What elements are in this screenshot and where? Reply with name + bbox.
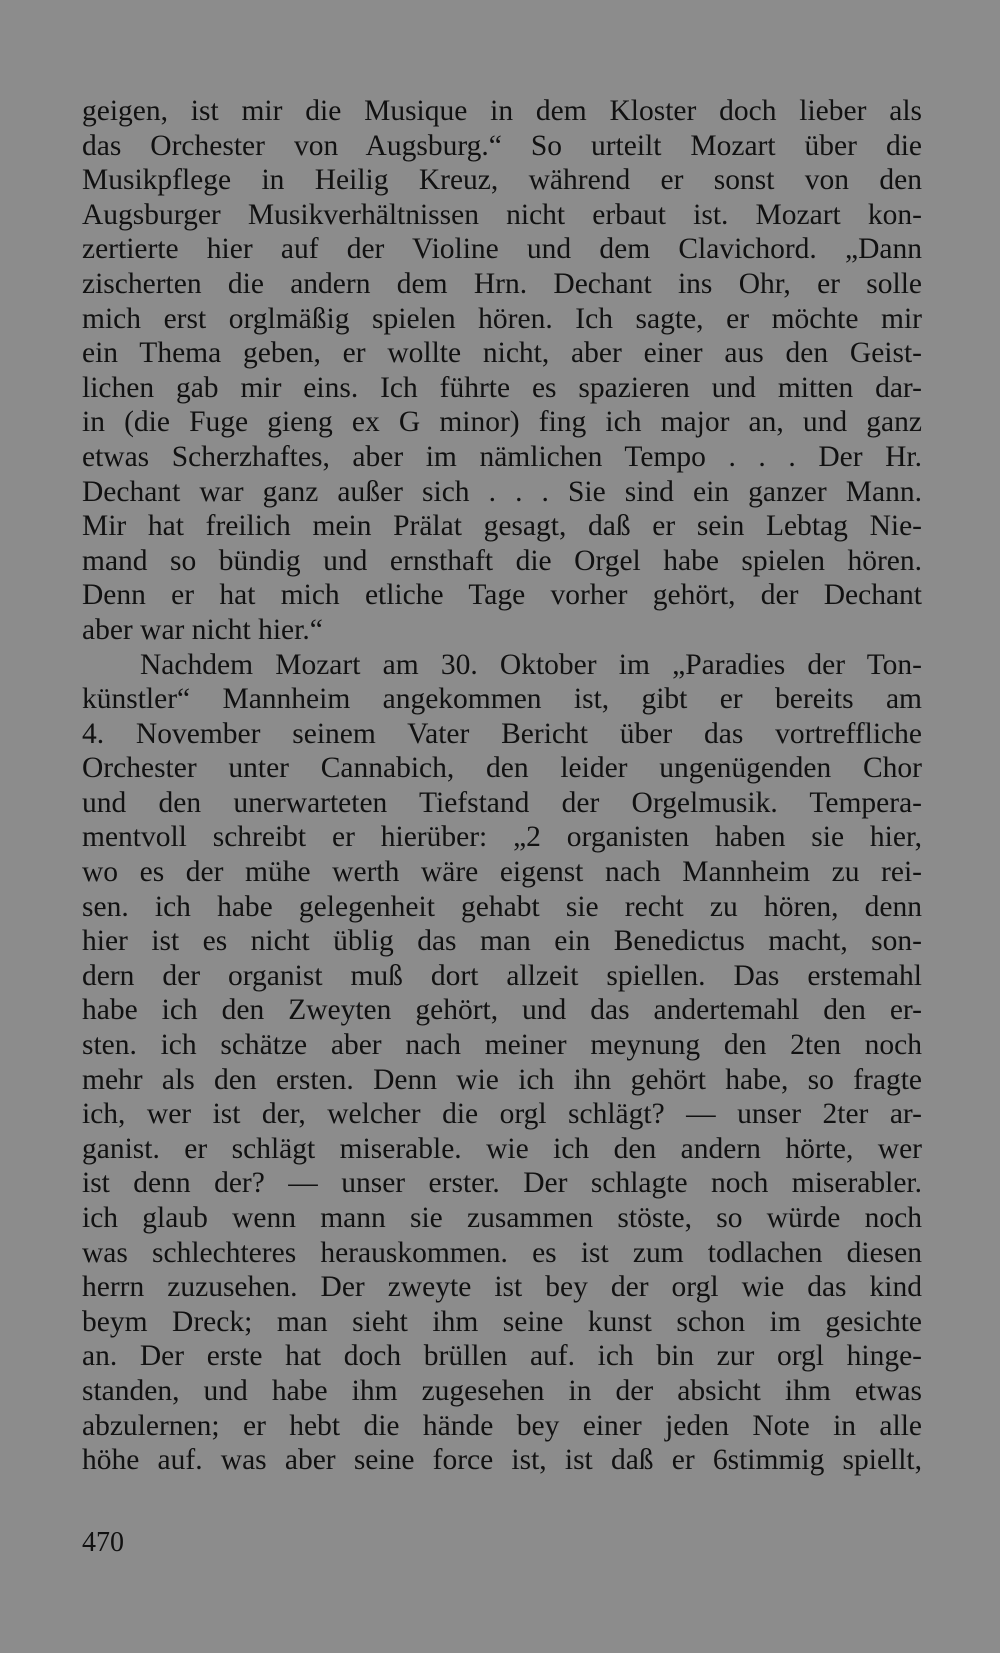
text-block bbox=[82, 94, 922, 1478]
text-line: sten. ich schätze aber nach meiner meynung den 2ten noch bbox=[82, 1029, 922, 1062]
text-line: in (die Fuge gieng ex G minor) fing ich major an, und ganz bbox=[82, 406, 922, 439]
text-line: mand so bündig und ernsthaft die Orgel habe spielen hören. bbox=[82, 544, 922, 577]
text-line: Mir hat freilich mein Prälat gesagt, daß er sein Lebtag Nie- bbox=[82, 510, 922, 543]
text-line: ich, wer ist der, welcher die orgl schlägt? — unser 2ter ar- bbox=[82, 1098, 922, 1131]
text-line: ein Thema geben, er wollte nicht, aber einer aus den Geist- bbox=[82, 337, 922, 370]
text-line: Musikpflege in Heilig Kreuz, während er sonst von den bbox=[82, 164, 922, 197]
text-line: höhe auf. was aber seine force ist, ist daß er 6stimmig spiellt, bbox=[82, 1444, 922, 1477]
text-line: mehr als den ersten. Denn wie ich ihn gehört habe, so fragte bbox=[82, 1063, 922, 1096]
text-line: mich erst orglmäßig spielen hören. Ich sagte, er möchte mir bbox=[82, 302, 922, 335]
paragraph-end-line: aber war nicht hier.“ bbox=[82, 613, 323, 646]
text-line: Denn er hat mich etliche Tage vorher gehört, der Dechant bbox=[82, 579, 922, 612]
text-line: mentvoll schreibt er hierüber: „2 organisten haben sie hier, bbox=[82, 821, 922, 854]
text-line: wo es der mühe werth wäre eigenst nach Mannheim zu rei- bbox=[82, 856, 922, 889]
text-line: habe ich den Zweyten gehört, und das andertemahl den er- bbox=[82, 994, 922, 1027]
text-line: Augsburger Musikverhältnissen nicht erbaut ist. Mozart kon- bbox=[82, 198, 922, 231]
text-line: an. Der erste hat doch brüllen auf. ich bin zur orgl hinge- bbox=[82, 1340, 922, 1373]
text-line: ganist. er schlägt miserable. wie ich den andern hörte, wer bbox=[82, 1132, 922, 1165]
text-line: hier ist es nicht üblig das man ein Benedictus macht, son- bbox=[82, 925, 922, 958]
text-line: abzulernen; er hebt die hände bey einer jeden Note in alle bbox=[82, 1409, 922, 1442]
text-line: ist denn der? — unser erster. Der schlagte noch miserabler. bbox=[82, 1167, 922, 1200]
text-line: zischerten die andern dem Hrn. Dechant ins Ohr, er solle bbox=[82, 267, 922, 300]
text-line: herrn zuzusehen. Der zweyte ist bey der orgl wie das kind bbox=[82, 1271, 922, 1304]
text-line: das Orchester von Augsburg.“ So urteilt Mozart über die bbox=[82, 129, 922, 162]
paragraph-start-line: Nachdem Mozart am 30. Oktober im „Paradies der Ton- bbox=[140, 648, 922, 681]
text-line: geigen, ist mir die Musique in dem Kloster doch lieber als bbox=[82, 95, 922, 127]
text-line: künstler“ Mannheim angekommen ist, gibt er bereits am bbox=[82, 683, 922, 716]
text-line: sen. ich habe gelegenheit gehabt sie recht zu hören, denn bbox=[82, 890, 922, 923]
text-line: dern der organist muß dort allzeit spiellen. Das erstemahl bbox=[82, 959, 922, 992]
page-number: 470 bbox=[82, 1527, 124, 1558]
text-line: Dechant war ganz außer sich . . . Sie sind ein ganzer Mann. bbox=[82, 475, 922, 508]
text-line: lichen gab mir eins. Ich führte es spazieren und mitten dar- bbox=[82, 371, 922, 404]
text-line: zertierte hier auf der Violine und dem Clavichord. „Dann bbox=[82, 233, 922, 266]
text-line: standen, und habe ihm zugesehen in der absicht ihm etwas bbox=[82, 1374, 922, 1407]
text-line: was schlechteres herauskommen. es ist zum todlachen diesen bbox=[82, 1236, 922, 1269]
text-line: beym Dreck; man sieht ihm seine kunst schon im gesichte bbox=[82, 1305, 922, 1338]
text-line: Orchester unter Cannabich, den leider ungenügenden Chor bbox=[82, 752, 922, 785]
text-line: etwas Scherzhaftes, aber im nämlichen Tempo . . . Der Hr. bbox=[82, 440, 922, 473]
text-line: und den unerwarteten Tiefstand der Orgelmusik. Tempera- bbox=[82, 786, 922, 819]
text-line: ich glaub wenn mann sie zusammen stöste, so würde noch bbox=[82, 1202, 922, 1234]
text-line: 4. November seinem Vater Bericht über das vortreffliche bbox=[82, 717, 922, 750]
